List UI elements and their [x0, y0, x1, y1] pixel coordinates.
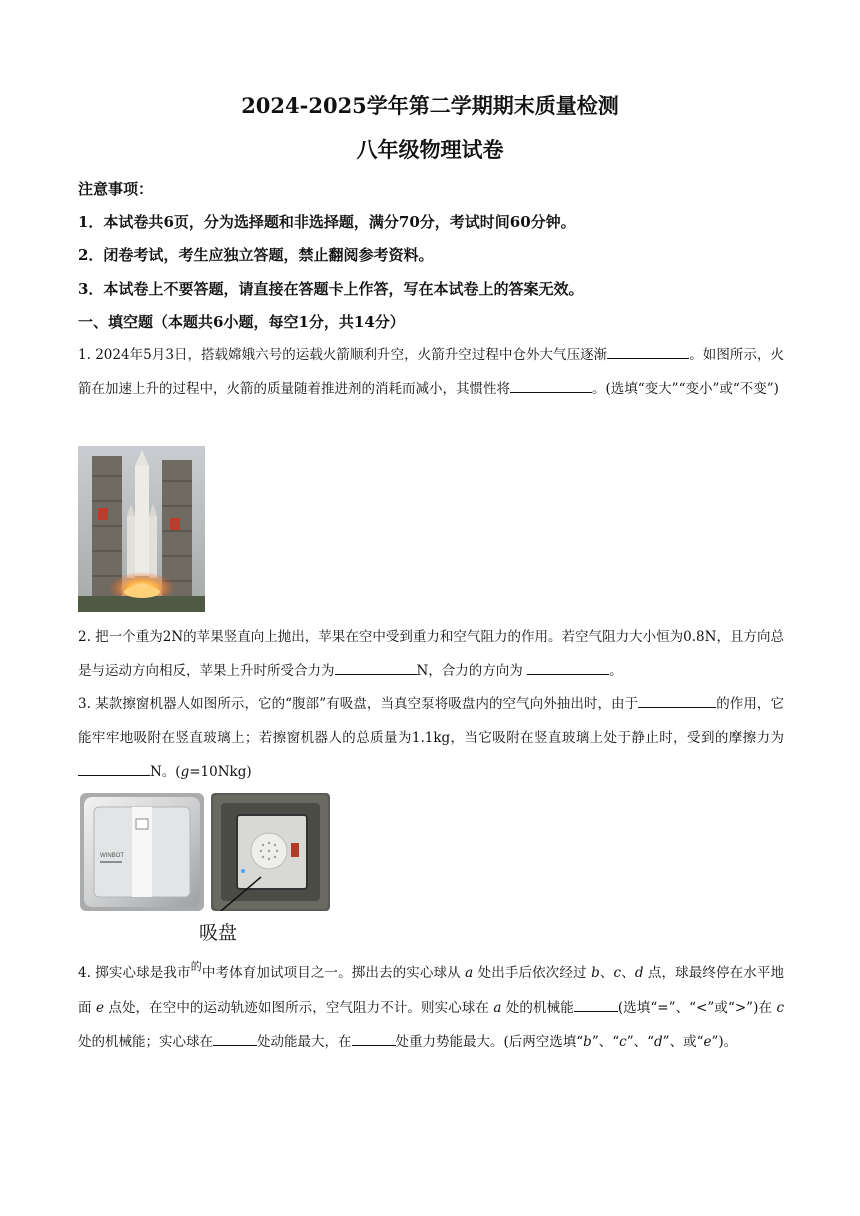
answer-blank[interactable]: [78, 761, 150, 776]
answer-blank[interactable]: [574, 997, 618, 1012]
suction-cup-label: 吸盘: [199, 923, 238, 944]
rocket-launch-image: [78, 446, 205, 612]
page-subtitle: 八年级物理试卷: [356, 137, 504, 162]
answer-blank[interactable]: [638, 693, 716, 708]
page-title: 2024-2025学年第二学期期末质量检测: [241, 93, 619, 118]
question-2: 2. 把一个重为2N的苹果竖直向上抛出，苹果在空中受到重力和空气阻力的作用。若空气阻力大小恒为0.8N，且方向总是与运动方向相反，苹果上升时所受合力为 N，合力的方向为 。: [78, 629, 784, 679]
answer-blank[interactable]: [510, 378, 592, 393]
notice-item-1: 1．本试卷共6页，分为选择题和非选择题，满分70分，考试时间60分钟。: [78, 213, 576, 231]
window-robot-front-image: [80, 793, 204, 911]
answer-blank[interactable]: [213, 1031, 257, 1046]
window-robot-bottom-image: [211, 793, 330, 911]
answer-blank[interactable]: [607, 344, 689, 359]
robot-brand-text: WINBOT: [100, 853, 124, 859]
question-3: 3. 某款擦窗机器人如图所示，它的“腹部”有吸盘，当真空泵将吸盘内的空气向外抽出时，由于 的作用，它能牢牢地吸附在竖直玻璃上；若擦窗机器人的总质量为1.1kg，当它吸附在竖直玻璃上处于静止时，受到的摩擦力为N。(g=10Nkg): [78, 687, 784, 789]
question-1: 1. 2024年5月3日，搭载嫦娥六号的运载火箭顺利升空，火箭升空过程中仓外大气压逐渐 。如图所示，火箭在加速上升的过程中，火箭的质量随着推进剂的消耗而减小，其惯性将 。(选填“变大”“变小”或“不变”): [78, 338, 784, 406]
question-4: 4. 掷实心球是我市$^的$中考体育加试项目之一。掷出去的实心球从 a 处出手后依次经过 b、c、d 点，球最终停在水平地面 e 点处，在空中的运动轨迹如图所示，空气阻力不计。则实心球在 a 处的机械能 (选填“=”、“<”或“>”)在 c 处的机械能；实心球在 处动能最大，在 处重力势能最大。(后两空选填“b”、“c”、“d”、或“e”)。: [78, 960, 785, 1050]
section-heading: 一、填空题（本题共6小题，每空1分，共14分）: [78, 313, 405, 331]
answer-blank[interactable]: [335, 660, 417, 675]
answer-blank[interactable]: [352, 1031, 396, 1046]
notice-heading: 注意事项：: [78, 180, 154, 198]
notice-item-2: 2．闭卷考试，考生应独立答题，禁止翻阅参考资料。: [78, 246, 434, 264]
answer-blank[interactable]: [527, 660, 609, 675]
notice-item-3: 3．本试卷上不要答题，请直接在答题卡上作答，写在本试卷上的答案无效。: [78, 280, 584, 298]
